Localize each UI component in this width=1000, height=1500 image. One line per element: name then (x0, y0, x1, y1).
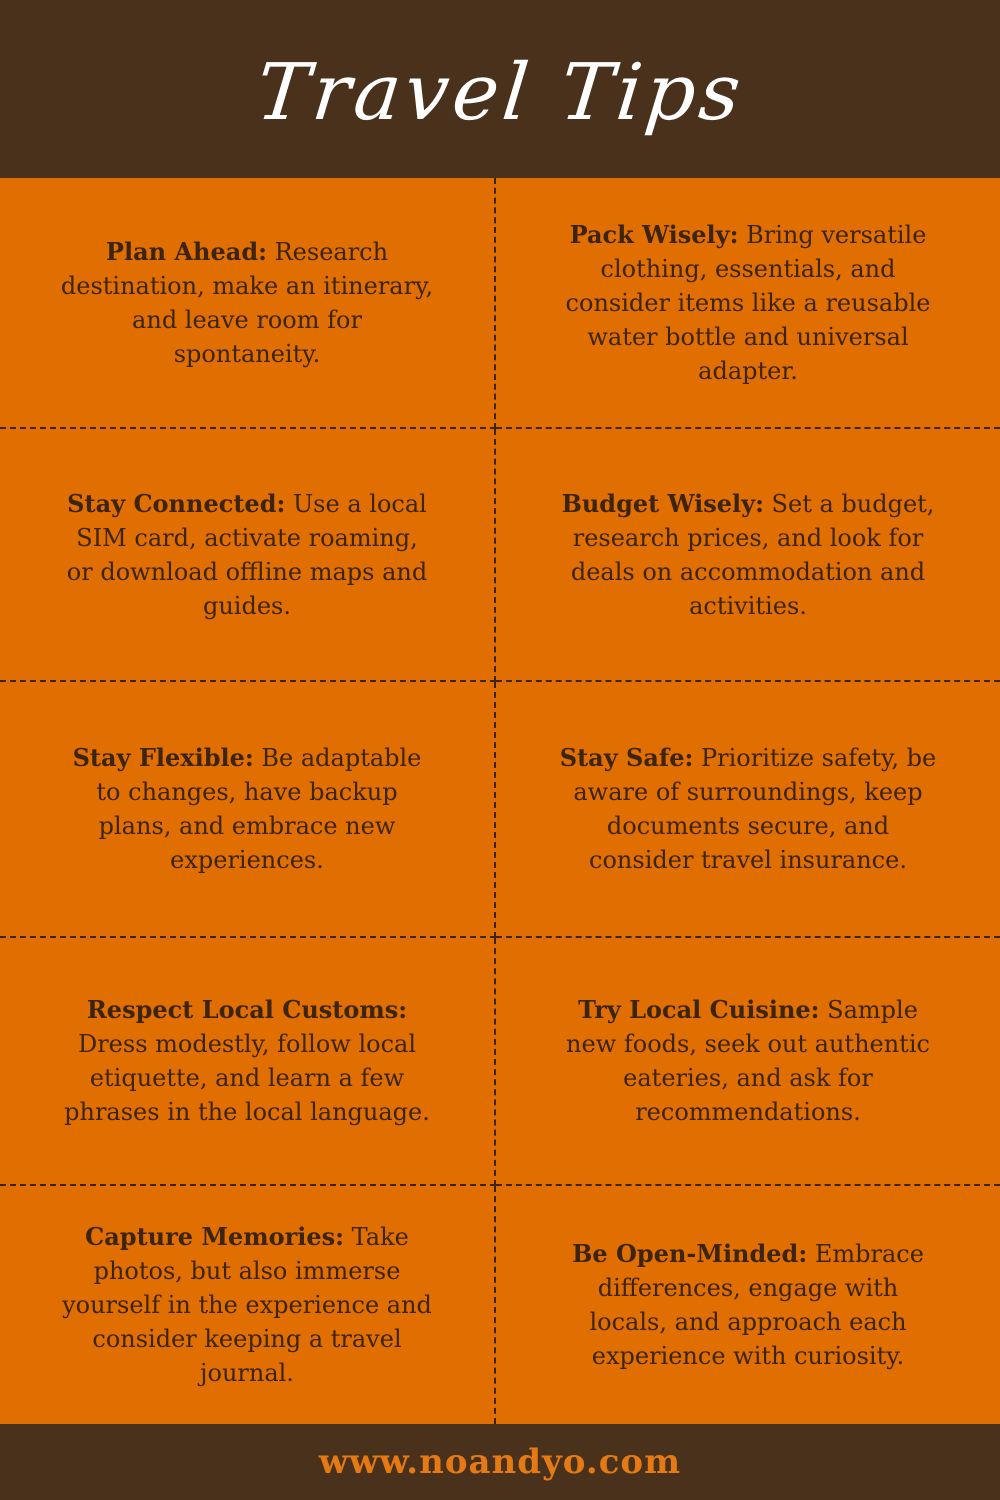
tip-title: Budget Wisely: (561, 488, 764, 518)
tip-title: Stay Safe: (559, 743, 694, 772)
tip-cell-respect-local-customs (0, 938, 496, 1186)
footer-banner (0, 1424, 1000, 1500)
tip-cell-stay-safe (496, 682, 1000, 938)
tips-grid (0, 178, 1000, 1424)
tip-title: Plan Ahead: (105, 236, 267, 266)
tip-title: Stay Connected: (67, 488, 286, 518)
header-banner (0, 0, 1000, 178)
tip-text: Take photos, but also immerse yourself in the experience and consider keeping a travel journal. (62, 1223, 432, 1387)
tip-title: Be Open-Minded: (572, 1239, 808, 1268)
tip-title: Respect Local Customs: (86, 995, 408, 1024)
tip-text: Set a budget, research prices, and look for deals on accommodation and activities. (570, 489, 935, 620)
tip-cell-stay-connected (0, 429, 496, 682)
tip-text: Embrace differences, engage with locals, and approach each experience with curiosity. (589, 1240, 924, 1370)
tip-title: Pack Wisely: (569, 219, 739, 249)
tip-text: Use a local SIM card, activate roaming, or download offline maps and guides. (66, 489, 428, 620)
tip-text: Prioritize safety, be aware of surroundings, keep documents secure, and consider travel insurance. (573, 744, 937, 874)
tip-text: Bring versatile clothing, essentials, and consider items like a reusable water bottle and universal adapter. (565, 220, 931, 385)
tip-title: Stay Flexible: (72, 743, 254, 772)
tip-text: Dress modestly, follow local etiquette, and learn a few phrases in the local language. (64, 1030, 430, 1126)
website-link[interactable]: www.noandyo.com (318, 1442, 682, 1482)
tip-text: Sample new foods, seek out authentic eateries, and ask for recommendations. (566, 996, 930, 1126)
tip-title: Capture Memories: (85, 1222, 345, 1251)
tip-cell-capture-memories (0, 1186, 496, 1424)
tip-cell-try-local-cuisine (496, 938, 1000, 1186)
tip-cell-pack-wisely (496, 178, 1000, 429)
tip-text: Be adaptable to changes, have backup plans, and embrace new experiences. (96, 744, 422, 874)
tip-cell-be-open-minded (496, 1186, 1000, 1424)
tip-cell-plan-ahead (0, 178, 496, 429)
tip-cell-stay-flexible (0, 682, 496, 938)
page-title: Travel Tips (251, 48, 749, 138)
tip-cell-budget-wisely (496, 429, 1000, 682)
tip-text: Research destination, make an itinerary, and leave room for spontaneity. (60, 237, 434, 368)
tip-title: Try Local Cuisine: (578, 995, 820, 1024)
